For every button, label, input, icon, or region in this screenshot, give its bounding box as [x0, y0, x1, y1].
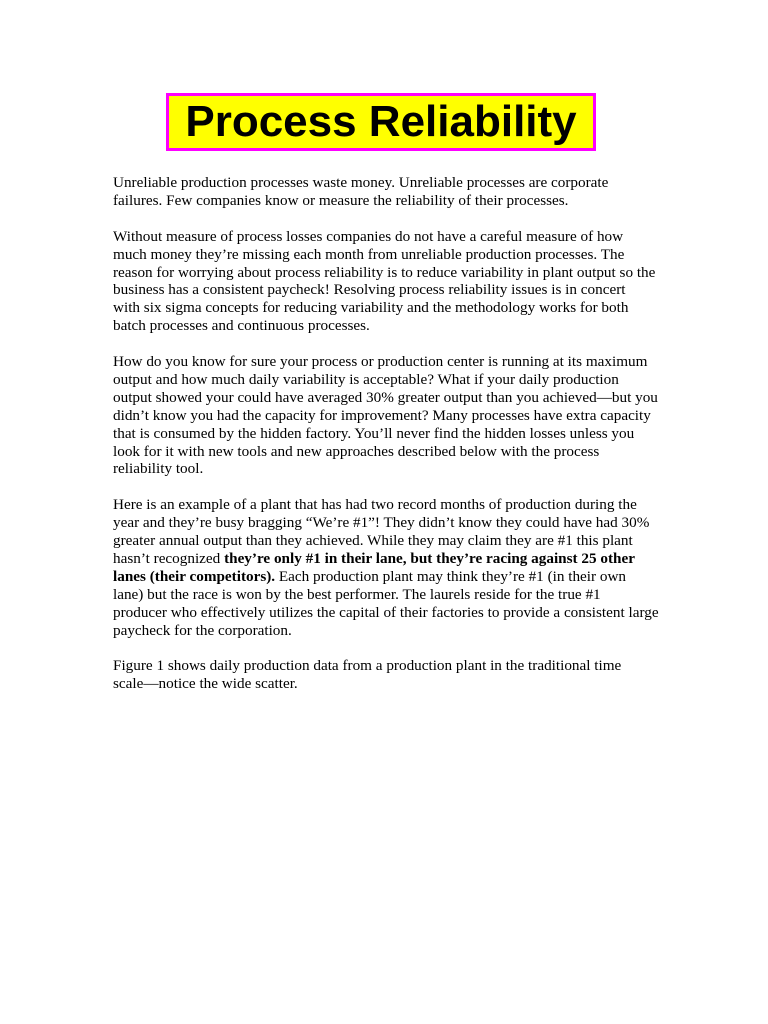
paragraph-figure-intro — [113, 657, 663, 693]
bold-text-run: they’re only #1 in their lane, but they’re racing against 25 other — [224, 549, 635, 567]
paragraph-example — [113, 496, 663, 639]
paragraph-intro — [113, 174, 663, 210]
text-line: Here is an example of a plant that has had two record months of production during the — [113, 496, 637, 514]
text-line: that is consumed by the hidden factory. You’ll never find the hidden losses unless you — [113, 424, 635, 442]
text-line: producer who effectively utilizes the capital of their factories to provide a consistent large — [113, 603, 659, 621]
text-line: much money they’re missing each month from unreliable production processes. The — [113, 245, 625, 263]
text-line: output and how much daily variability is acceptable? What if your daily production — [113, 370, 619, 388]
bold-text-run: lanes (their competitors). — [113, 567, 276, 585]
text-line: Figure 1 shows daily production data from a production plant in the traditional time — [113, 657, 622, 675]
paragraph-capacity — [113, 353, 663, 478]
text-line: lane) but the race is won by the best performer. The laurels reside for the true #1 — [113, 585, 601, 603]
title-banner — [166, 93, 596, 151]
text-line: year and they’re busy bragging “We’re #1”! They didn’t know they could have had 30% — [113, 514, 650, 532]
text-line: batch processes and continuous processes. — [113, 317, 370, 335]
text-line: with six sigma concepts for reducing variability and the methodology works for both — [113, 299, 629, 317]
text-line: failures. Few companies know or measure the reliability of their processes. — [113, 191, 569, 209]
page-title: Process Reliability — [185, 97, 577, 146]
text-line: reason for worrying about process reliability is to reduce variability in plant output so the — [113, 263, 656, 281]
text-line-mixed — [113, 550, 663, 568]
paragraph-losses — [113, 228, 663, 335]
text-run: Each production plant may think they’re #1 (in their own — [275, 567, 627, 585]
text-line: didn’t know you had the capacity for improvement? Many processes have extra capacity — [113, 406, 651, 424]
text-line: output showed your could have averaged 30% greater output than you achieved—but you — [113, 388, 658, 406]
text-line: reliability tool. — [113, 460, 204, 478]
text-line: How do you know for sure your process or production center is running at its maximum — [113, 353, 648, 371]
text-line: Unreliable production processes waste money. Unreliable processes are corporate — [113, 174, 609, 191]
text-line-mixed — [113, 568, 663, 586]
text-line: scale—notice the wide scatter. — [113, 675, 298, 693]
text-line: business has a consistent paycheck! Resolving process reliability issues is in concert — [113, 281, 626, 299]
document-body — [113, 174, 663, 711]
text-line: greater annual output than they achieved. While they may claim they are #1 this plant — [113, 532, 633, 550]
text-line: Without measure of process losses companies do not have a careful measure of how — [113, 227, 624, 245]
text-line: look for it with new tools and new approaches described below with the process — [113, 442, 600, 460]
text-run: hasn’t recognized — [113, 549, 225, 567]
text-line: paycheck for the corporation. — [113, 621, 292, 639]
